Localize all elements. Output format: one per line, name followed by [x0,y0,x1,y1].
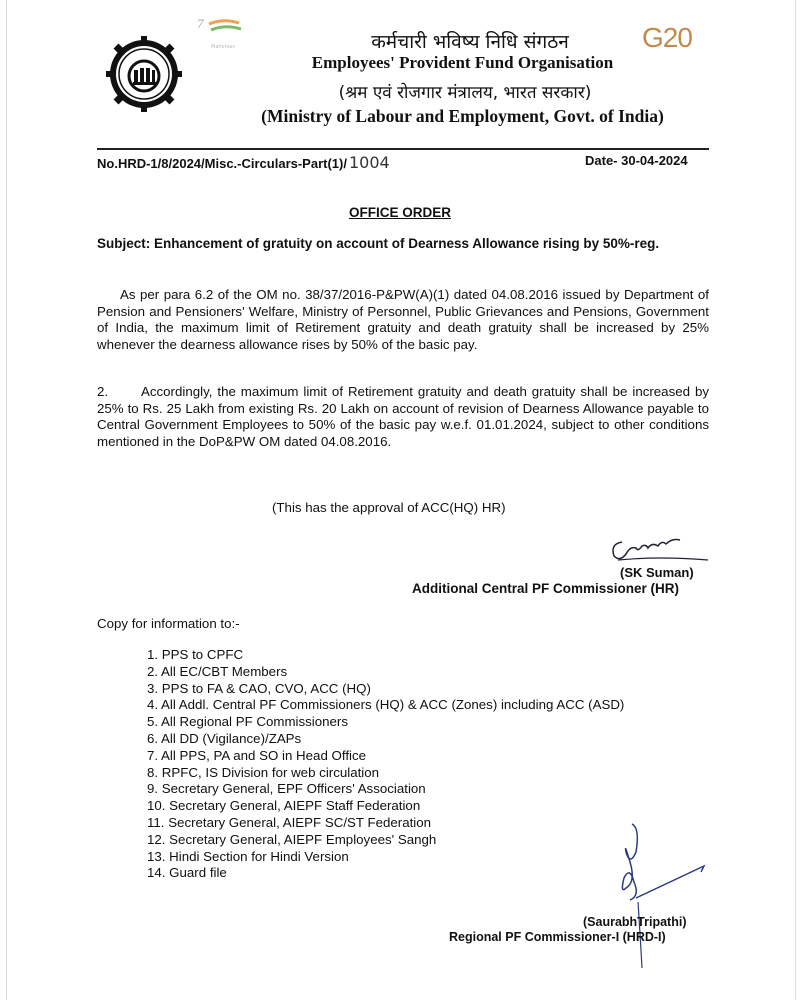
svg-text:Mahotsav: Mahotsav [211,44,236,50]
org-name-hindi: कर्मचारी भविष्य निधि संगठन [371,31,569,53]
g20-logo-text: G20 [642,22,692,53]
reference-number [97,153,390,172]
header-divider [97,148,709,150]
reference-number-text: No.HRD-1/8/2024/Misc.-Circulars-Part(1)/ [97,156,347,171]
list-item: 2. All EC/CBT Members [147,663,288,679]
list-item: 7. All PPS, PA and SO in Head Office [147,747,367,763]
list-item: 1. PPS to CPFC [147,647,244,662]
paragraph-1: As per para 6.2 of the OM no. 38/37/2016-P&PW(A)(1) dated 04.08.2016 issued by Department of Pension and Pensioners' Welfare, Ministry of Personnel, Public Grievances and Pensions, Government of India, the maximum limit of Retirement gratuity and death gratuity shall be increased by 25% whenever the dearness allowance rises by 50% of the basic pay. [97,287,709,352]
signatory-2-designation: Regional PF Commissioner-I (HRD-I) [449,930,666,944]
svg-text:7: 7 [197,16,204,31]
copy-to-heading: Copy for information to:- [97,616,240,631]
signature-saurabh-tripathi-icon [600,822,730,972]
paragraph-2 [97,384,709,450]
document-date: Date- 30-04-2024 [585,153,688,168]
paragraph-2-number: 2. [97,384,109,399]
document-title: OFFICE ORDER [348,205,451,220]
signatory-1-name: (SK Suman) [620,565,694,580]
list-item: 5. All Regional PF Commissioners [147,714,349,730]
approval-note: (This has the approval of ACC(HQ) HR) [272,500,506,515]
org-name-english: Employees' Provident Fund Organisation [311,53,614,72]
subject-line: Subject: Enhancement of gratuity on account of Dearness Allowance rising by 50%-reg. [97,236,660,251]
ministry-name-hindi: (श्रम एवं रोजगार मंत्रालय, भारत सरकार) [338,83,592,103]
handwritten-number: 1004 [348,153,390,172]
list-item: 13. Hindi Section for Hindi Version [147,848,349,864]
signatory-1-designation: Additional Central PF Commissioner (HR) [412,581,680,596]
ministry-name-english: (Ministry of Labour and Employment, Govt. of India) [261,106,664,126]
copy-to-list [147,647,624,882]
list-item: 9. Secretary General, EPF Officers' Association [147,781,426,797]
list-item: 6. All DD (Vigilance)/ZAPs [147,730,302,746]
paragraph-2-text: Accordingly, the maximum limit of Retirement gratuity and death gratuity shall be increased by 25% to Rs. 25 Lakh from existing Rs. 20 Lakh on account of revision of Dearness Allowance payable to Central Government Employees to 50% of the basic pay w.e.f. 01.01.2024, subject to other conditions mentioned in the DoP&PW OM dated 04.08.2016. [97,384,709,449]
list-item: 11. Secretary General, AIEPF SC/ST Federation [147,814,432,830]
list-item: 12. Secretary General, AIEPF Employees' Sangh [147,831,437,847]
signature-sk-suman-icon [600,530,710,566]
list-item: 10. Secretary General, AIEPF Staff Federation [147,798,421,814]
list-item: 8. RPFC, IS Division for web circulation [147,764,380,780]
list-item: 4. All Addl. Central PF Commissioners (HQ) & ACC (Zones) including ACC (ASD) [147,697,625,713]
signatory-2-name: (SaurabhTripathi) [583,915,687,929]
list-item: 14. Guard file [147,865,227,881]
list-item: 3. PPS to FA & CAO, CVO, ACC (HQ) [147,680,371,696]
